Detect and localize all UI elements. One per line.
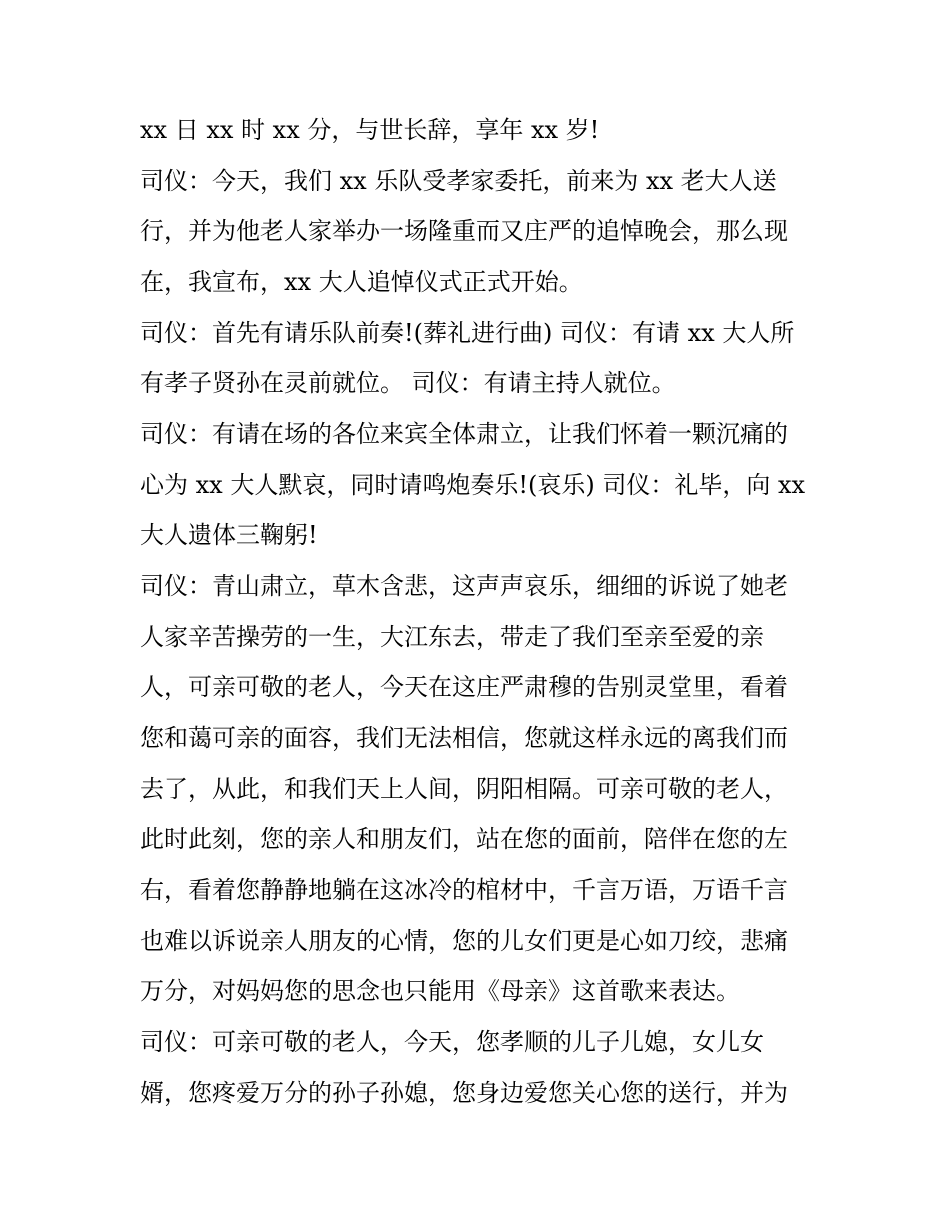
text-line-10: 司仪：青山肃立，草木含悲，这声声哀乐，细细的诉说了她老: [140, 572, 788, 600]
text-line-11: 人家辛苦操劳的一生，大江东去，带走了我们至亲至爱的亲: [140, 623, 764, 651]
text-line-2: 司仪：今天，我们 xx 乐队受孝家委托，前来为 xx 老大人送: [140, 167, 777, 195]
text-line-12: 人，可亲可敬的老人，今天在这庄严肃穆的告别灵堂里，看着: [140, 673, 788, 701]
text-line-1: xx 日 xx 时 xx 分，与世长辞，享年 xx 岁!: [140, 116, 600, 144]
text-line-8: 心为 xx 大人默哀，同时请鸣炮奏乐!(哀乐) 司仪：礼毕，向 xx: [140, 471, 806, 499]
text-line-18: 万分，对妈妈您的思念也只能用《母亲》这首歌来表达。: [140, 977, 740, 1005]
text-line-6: 有孝子贤孙在灵前就位。 司仪：有请主持人就位。: [140, 369, 676, 397]
text-line-15: 此时此刻，您的亲人和朋友们，站在您的面前，陪伴在您的左: [140, 825, 788, 853]
text-line-3: 行，并为他老人家举办一场隆重而又庄严的追悼晚会，那么现: [140, 217, 788, 245]
text-line-14: 去了，从此，和我们天上人间，阴阳相隔。可亲可敬的老人，: [140, 775, 788, 803]
text-line-17: 也难以诉说亲人朋友的心情，您的儿女们更是心如刀绞，悲痛: [140, 927, 788, 955]
text-line-16: 右，看着您静静地躺在这冰冷的棺材中，千言万语，万语千言: [140, 876, 788, 904]
text-line-5: 司仪：首先有请乐队前奏!(葬礼进行曲) 司仪：有请 xx 大人所: [140, 319, 795, 347]
text-line-4: 在，我宣布，xx 大人追悼仪式正式开始。: [140, 268, 583, 296]
text-line-9: 大人遗体三鞠躬!: [140, 521, 318, 549]
text-line-19: 司仪：可亲可敬的老人，今天，您孝顺的儿子儿媳，女儿女: [140, 1028, 764, 1056]
text-line-7: 司仪：有请在场的各位来宾全体肃立，让我们怀着一颗沉痛的: [140, 420, 788, 448]
text-line-13: 您和蔼可亲的面容，我们无法相信，您就这样永远的离我们而: [140, 724, 788, 752]
text-line-20: 婿，您疼爱万分的孙子孙媳，您身边爱您关心您的送行，并为: [140, 1079, 788, 1107]
